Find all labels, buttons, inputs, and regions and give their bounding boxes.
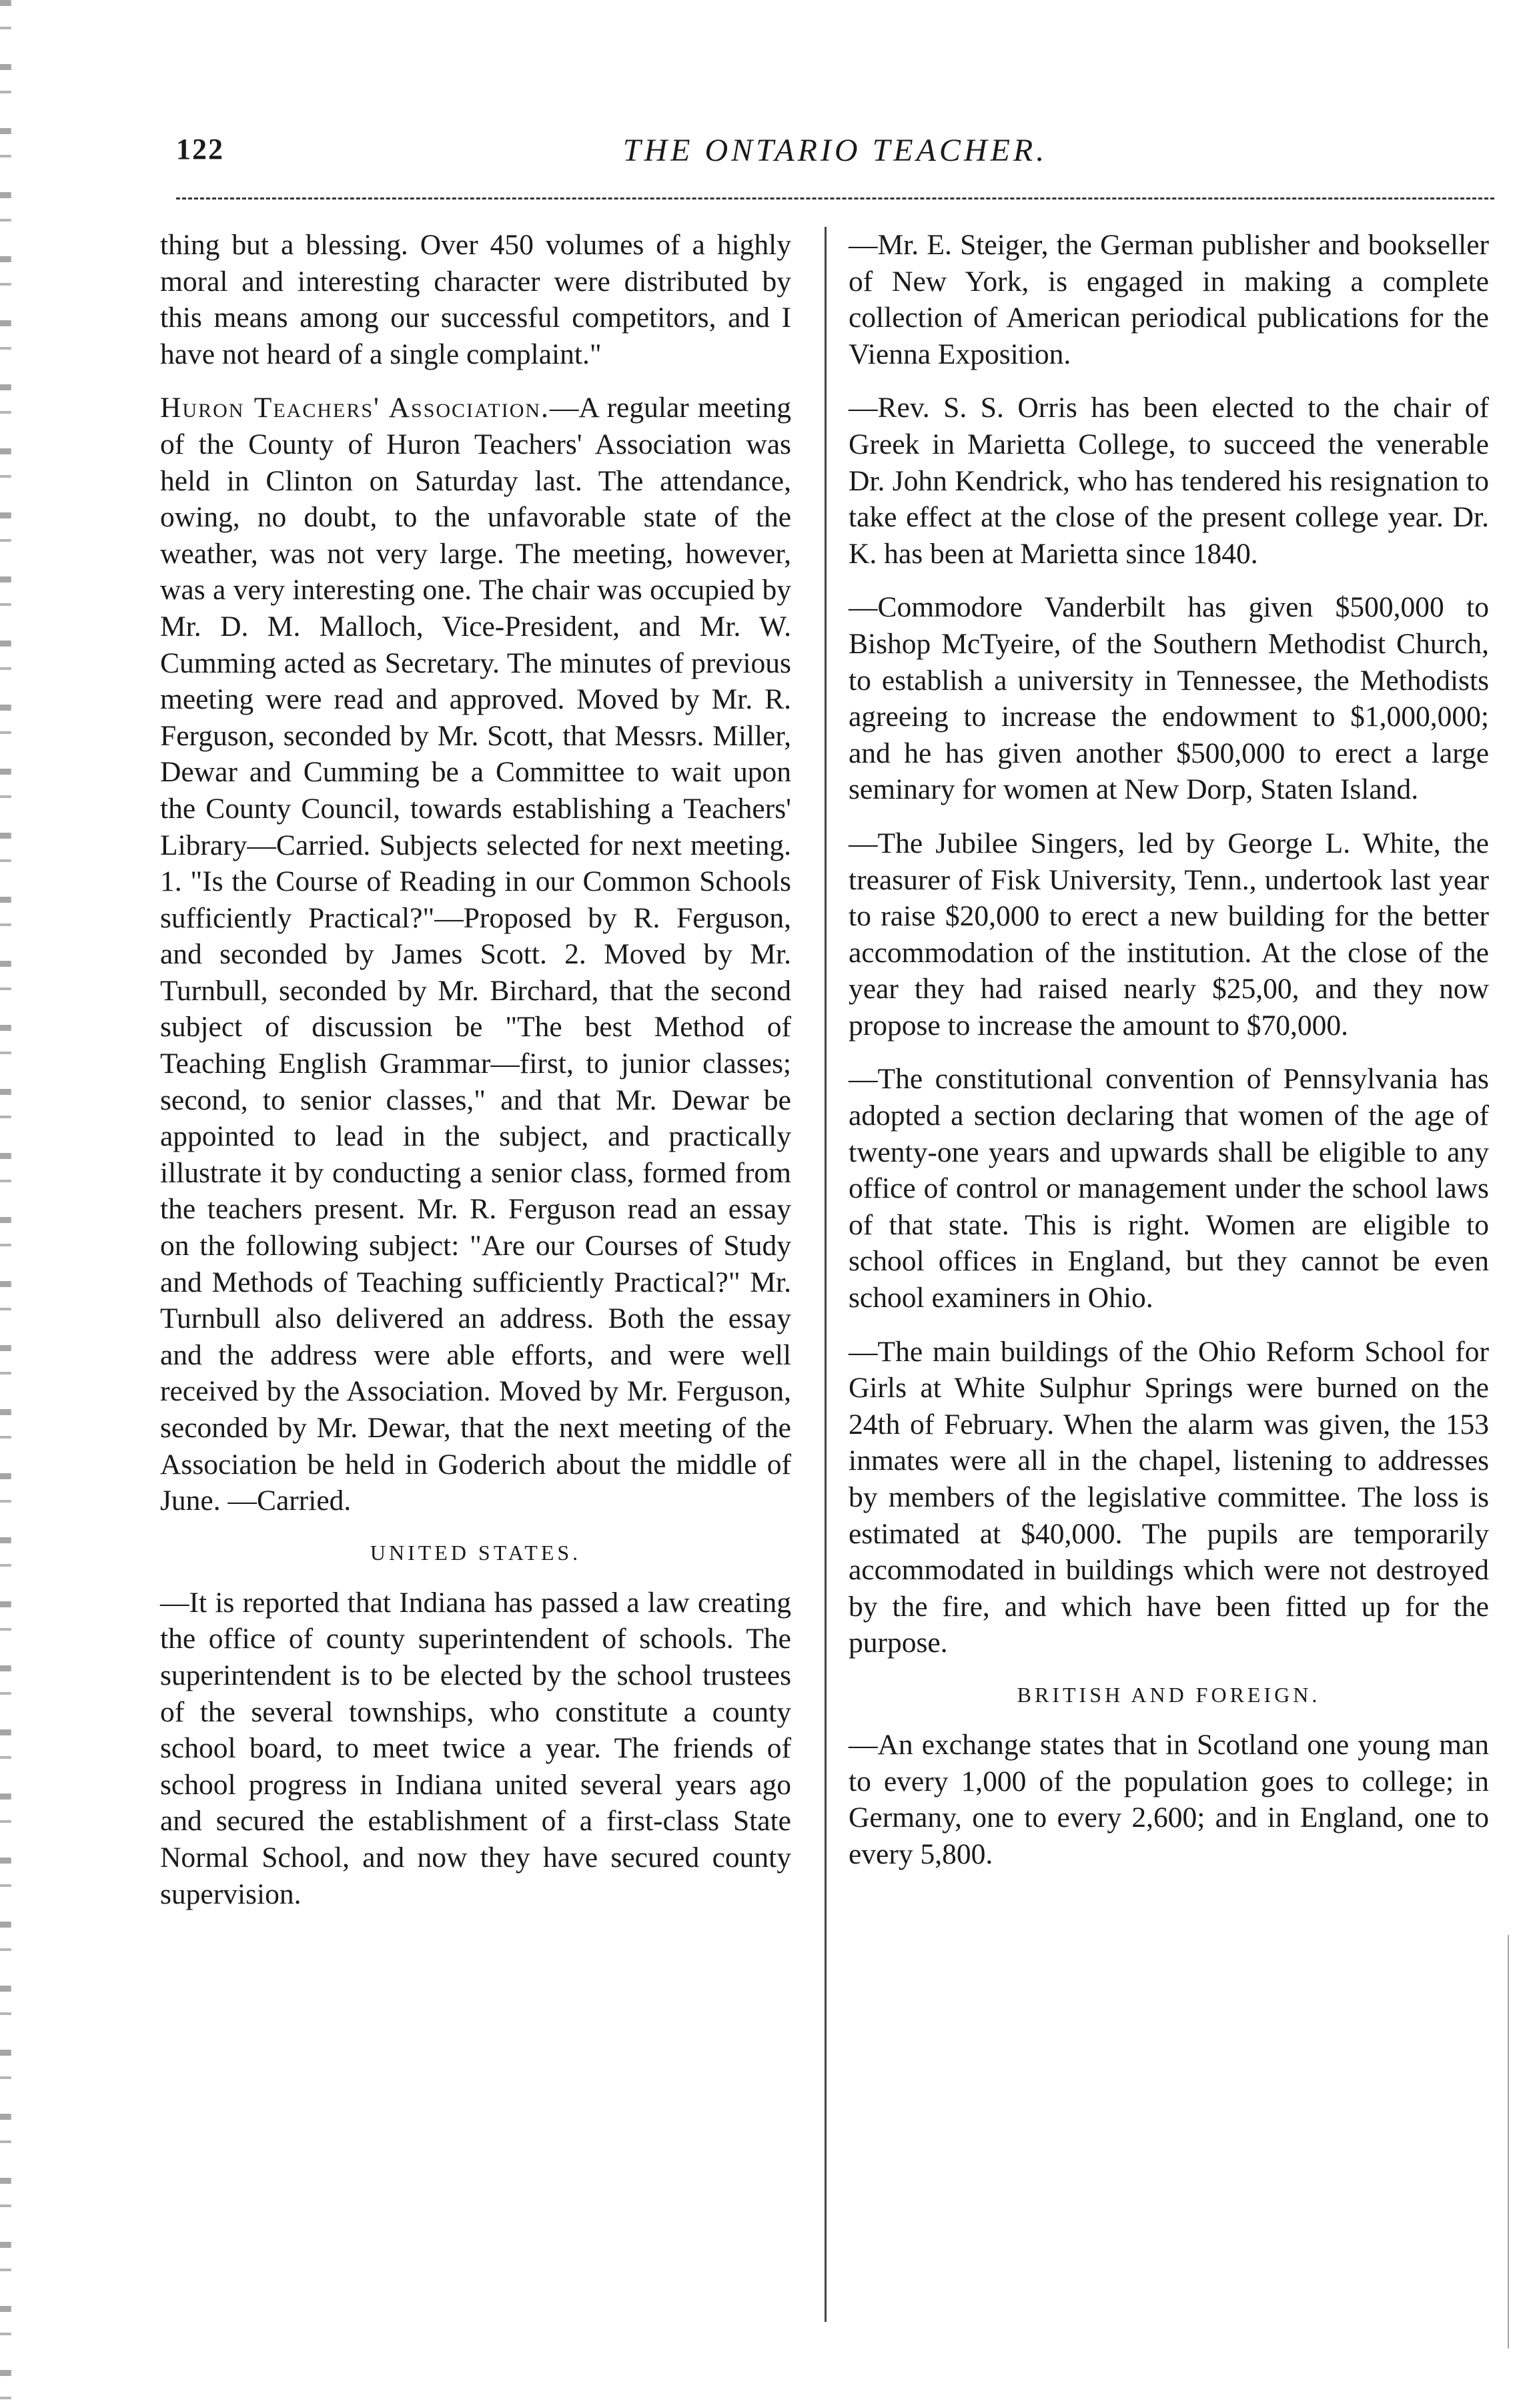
scan-binding-edge (0, 0, 19, 2408)
paragraph-prize-books: thing but a blessing. Over 450 volumes of a highly moral and interesting character were distributed by this means among our successful competitors, and I have not heard of a single complaint." (160, 229, 791, 370)
header-rule (176, 197, 1494, 199)
paragraph-exchange: —An exchange states that in Scotland one young man to every 1,000 of the population goes to college; in Germany, one to every 2,600; and in England, one to every 5,800. (849, 1728, 1489, 1870)
section-heading-united-states: UNITED STATES. (370, 1540, 582, 1565)
right-column (849, 227, 1489, 1872)
page-header (176, 132, 1494, 179)
huron-association-title: Huron Teachers' Association. (160, 392, 550, 424)
section-heading-british-foreign: BRITISH AND FOREIGN. (1017, 1682, 1321, 1707)
paragraph-pennsylvania: —The constitutional convention of Pennsylvania has adopted a section declaring that women of the age of twenty-one years and upwards shall be eligible to any office of control or management under the school laws of that state. This is right. Women are eligible to school offices in England, but they cannot be even school examiners in Ohio. (849, 1063, 1489, 1314)
paragraph-orris: —Rev. S. S. Orris has been elected to the chair of Greek in Marietta College, to succeed the venerable Dr. John Kendrick, who has tendered his resignation to take effect at the close of the present college year. Dr. K. has been at Marietta since 1840. (849, 392, 1489, 570)
right-edge-mark (1508, 1935, 1509, 2349)
paragraph-jubilee-singers: —The Jubilee Singers, led by George L. White, the treasurer of Fisk University, Tenn., undertook last year to raise $20,000 to erect a new building for the better accommodation of the institution. At the close of the year they had raised nearly $25,00, and they now propose to increase the amount to $70,000. (849, 827, 1489, 1042)
paragraph-ohio-reform-school: —The main buildings of the Ohio Reform School for Girls at White Sulphur Springs were burned on the 24th of February. When the alarm was given, the 153 inmates were all in the chapel, listening to addresses by members of the legislative committee. The loss is estimated at $40,000. The pupils are temporarily accommodated in buildings which were not destroyed by the fire, and which have been fitted up for the purpose. (849, 1335, 1489, 1659)
paragraph-huron-association (160, 390, 791, 1519)
paragraph-vanderbilt: —Commodore Vanderbilt has given $500,000 to Bishop McTyeire, of the Southern Methodist Church, to establish a university in Tennessee, the Methodists agreeing to increase the endowment to $1,000,000; and he has given another $500,000 to erect a large seminary for women at New Dorp, Staten Island. (849, 591, 1489, 806)
page-number: 122 (176, 133, 224, 165)
left-column (160, 227, 791, 1912)
paragraph-indiana: —It is reported that Indiana has passed a law creating the office of county superintendent of schools. The superintendent is to be elected by the school trustees of the several townships, who constitute a county school board, to meet twice a year. The friends of school progress in Indiana united several years ago and secured the establishment of a first-class State Normal School, and now they have secured county supervision. (160, 1586, 791, 1910)
column-divider (825, 227, 827, 2322)
running-title: THE ONTARIO TEACHER. (622, 133, 1048, 168)
huron-association-body: —A regular meeting of the County of Huron Teachers' Association was held in Clinton on Saturday last. The attendance, owing, no doubt, to the unfavorable state of the weather, was not very large. The meeting, however, was a very interesting one. The chair was occupied by Mr. D. M. Malloch, Vice-President, and Mr. W. Cumming acted as Secretary. The minutes of previous meeting were read and approved. Moved by Mr. R. Ferguson, seconded by Mr. Scott, that Messrs. Miller, Dewar and Cumming be a Committee to wait upon the County Council, towards establishing a Teachers' Library—Carried. Subjects selected for next meeting. 1. "Is the Course of Reading in our Common Schools sufficiently Practical?"—Proposed by R. Ferguson, and seconded by James Scott. 2. Moved by Mr. Turnbull, seconded by Mr. Birchard, that the second subject of discussion be "The best Method of Teaching English Grammar—first, to junior classes; second, to senior classes," and that Mr. Dewar be appointed to lead in the subject, and practically illustrate it by conducting a senior class, formed from the teachers present. Mr. R. Ferguson read an essay on the following subject: "Are our Courses of Study and Methods of Teaching sufficiently Practical?" Mr. Turnbull also delivered an address. Both the essay and the address were able efforts, and were well received by the Association. Moved by Mr. Ferguson, seconded by Mr. Dewar, that the next meeting of the Association be held in Goderich about the middle of June. —Carried. (160, 392, 792, 1517)
paragraph-steiger: —Mr. E. Steiger, the German publisher and bookseller of New York, is engaged in making a complete collection of American periodical publications for the Vienna Exposition. (849, 229, 1489, 370)
